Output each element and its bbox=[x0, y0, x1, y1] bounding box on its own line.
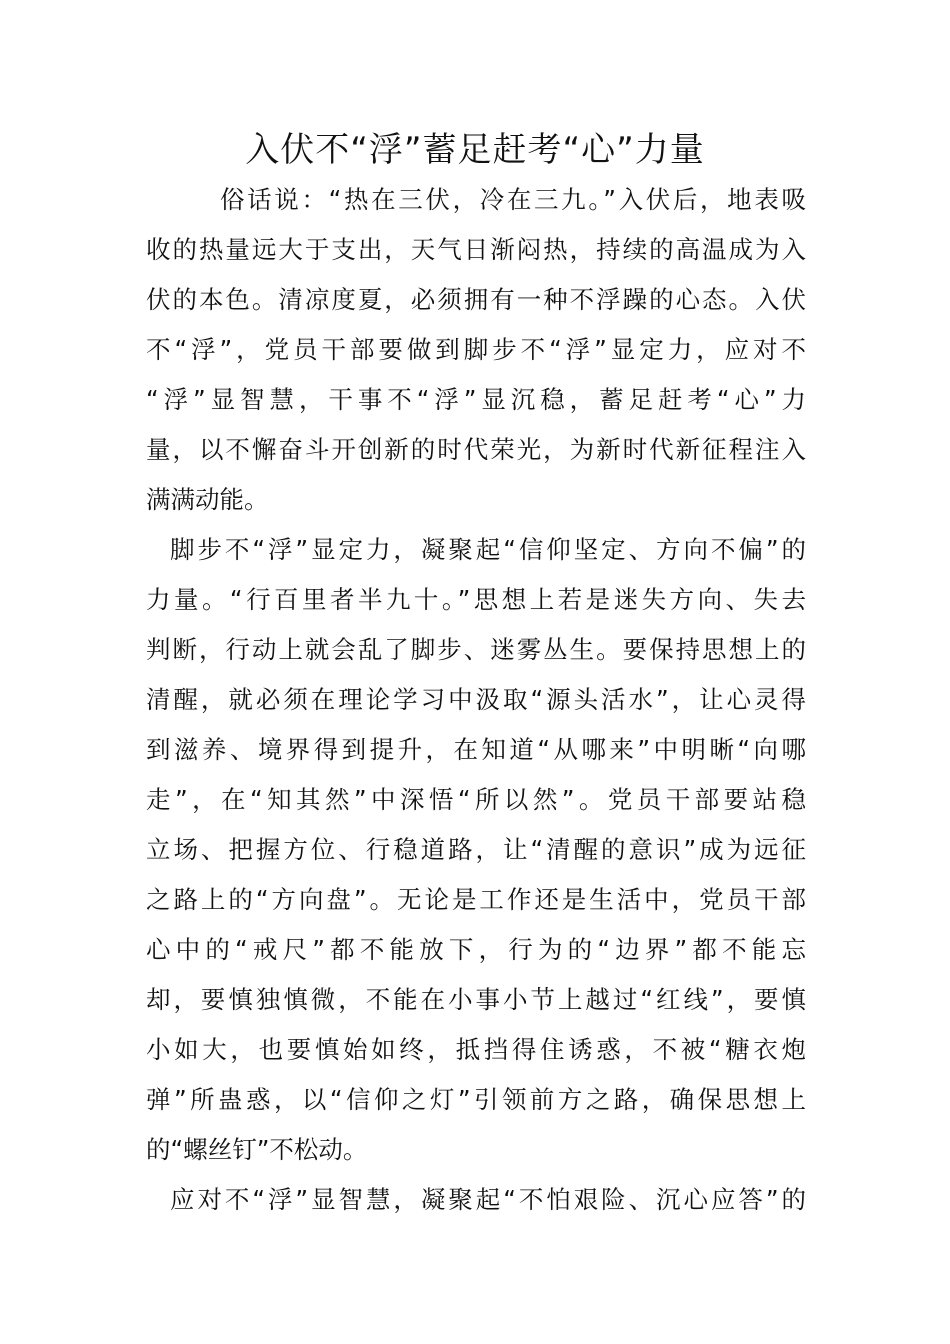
text-line: 应对不“浮”显智慧，凝聚起“不怕艰险、沉心应答”的 bbox=[170, 1185, 806, 1214]
text-line: 之路上的“方向盘”。无论是工作还是生活中，党员干部 bbox=[146, 885, 806, 914]
text-line: 力量。“行百里者半九十。”思想上若是迷失方向、失去 bbox=[146, 585, 806, 614]
text-line: 量，以不懈奋斗开创新的时代荣光，为新时代新征程注入 bbox=[146, 435, 806, 464]
text-line: 满满动能。 bbox=[146, 485, 269, 514]
text-line: 走”，在“知其然”中深悟“所以然”。党员干部要站稳 bbox=[146, 785, 806, 814]
text-line: 立场、把握方位、行稳道路，让“清醒的意识”成为远征 bbox=[146, 835, 806, 864]
text-line: “浮”显智慧，干事不“浮”显沉稳，蓄足赶考“心”力 bbox=[146, 385, 806, 414]
text-line: 却，要慎独慎微，不能在小事小节上越过“红线”，要慎 bbox=[146, 985, 806, 1014]
text-line: 不“浮”，党员干部要做到脚步不“浮”显定力，应对不 bbox=[146, 335, 806, 364]
text-line: 弹”所蛊惑，以“信仰之灯”引领前方之路，确保思想上 bbox=[146, 1085, 806, 1114]
text-line: 收的热量远大于支出，天气日渐闷热，持续的高温成为入 bbox=[146, 235, 806, 264]
text-line: 清醒，就必须在理论学习中汲取“源头活水”，让心灵得 bbox=[146, 685, 806, 714]
text-line: 俗话说：“热在三伏，冷在三九。”入伏后，地表吸 bbox=[220, 185, 806, 214]
document-title: 入伏不“浮”蓄足赶考“心”力量 bbox=[245, 130, 705, 170]
text-line: 判断，行动上就会乱了脚步、迷雾丛生。要保持思想上的 bbox=[146, 635, 806, 664]
text-line: 到滋养、境界得到提升，在知道“从哪来”中明晰“向哪 bbox=[146, 735, 806, 764]
text-line: 心中的“戒尺”都不能放下，行为的“边界”都不能忘 bbox=[146, 935, 806, 964]
text-line: 的“螺丝钉”不松动。 bbox=[146, 1135, 368, 1164]
text-line: 小如大，也要慎始如终，抵挡得住诱惑，不被“糖衣炮 bbox=[146, 1035, 806, 1064]
text-line: 脚步不“浮”显定力，凝聚起“信仰坚定、方向不偏”的 bbox=[170, 535, 806, 564]
text-line: 伏的本色。清凉度夏，必须拥有一种不浮躁的心态。入伏 bbox=[146, 285, 806, 314]
